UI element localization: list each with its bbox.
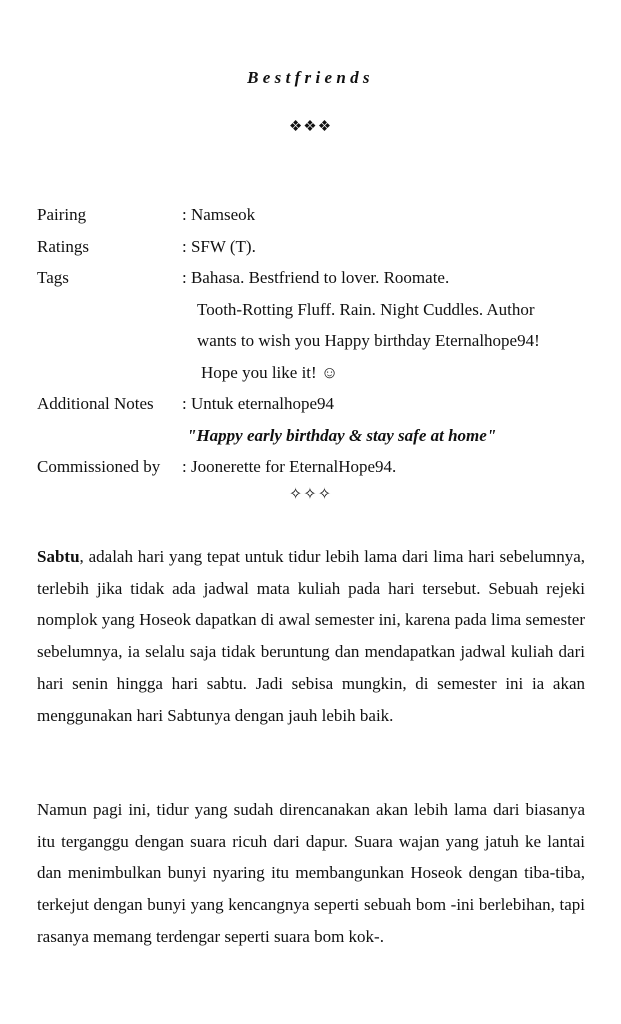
commissioned-label: Commissioned by bbox=[37, 457, 161, 476]
ornament-divider-mid: ✧✧✧ bbox=[288, 486, 333, 503]
commissioned-value: : Joonerette for EternalHope94. bbox=[182, 457, 397, 476]
story-metadata bbox=[37, 199, 597, 483]
ratings-value: : SFW (T). bbox=[182, 236, 256, 256]
tags-value-line-4: Hope you like it! ☺ bbox=[201, 362, 339, 382]
story-paragraph-2: Namun pagi ini, tidur yang sudah direncanakan akan lebih lama dari biasanya itu terganggu dengan suara ricuh dari dapur. Suara wajan yang jatuh ke lantai dan menimbulkan bunyi nyaring itu membangunkan Hoseok dengan tiba-tiba, terkejut dengan bunyi yang kencangnya seperti sebuah bom -ini berlebihan, tapi rasanya memang terdengar seperti suara bom kok-. bbox=[37, 800, 585, 946]
tags-value-line-3: wants to wish you Happy birthday Eternalhope94! bbox=[197, 331, 540, 350]
pairing-value: : Namseok bbox=[182, 205, 256, 224]
paragraph-lead-word: Sabtu bbox=[37, 547, 80, 566]
meta-row-pairing bbox=[37, 199, 597, 231]
pairing-label: Pairing bbox=[37, 205, 87, 224]
notes-label: Additional Notes bbox=[37, 394, 154, 413]
meta-row-notes bbox=[37, 388, 597, 420]
notes-value: : Untuk eternalhope94 bbox=[182, 394, 335, 413]
meta-row-commissioned bbox=[37, 451, 597, 483]
meta-row-ratings bbox=[37, 231, 597, 263]
meta-row-tags bbox=[37, 262, 597, 294]
ratings-label: Ratings bbox=[37, 236, 89, 256]
tags-value: : Bahasa. Bestfriend to lover. Roomate. bbox=[182, 268, 450, 287]
tags-label: Tags bbox=[37, 268, 69, 287]
story-paragraph-1 bbox=[37, 541, 585, 731]
ornament-divider-top: ❖❖❖ bbox=[288, 119, 333, 135]
paragraph-1-text: , adalah hari yang tepat untuk tidur lebih lama dari lima hari sebelumnya, terlebih jika tidak ada jadwal mata kuliah pada hari tersebut. Sebuah rejeki nomplok yang Hoseok dapatkan di awal semester ini, karena pada lima semester sebelumnya, ia selalu saja tidak beruntung dan mendapatkan jadwal kuliah dari hari senin hingga hari sabtu. Jadi sebisa mungkin, di semester ini ia akan menggunakan hari Sabtunya dengan jauh lebih baik. bbox=[37, 547, 585, 725]
tags-value-line-2: Tooth-Rotting Fluff. Rain. Night Cuddles. Author bbox=[197, 299, 535, 319]
story-title: Bestfriends bbox=[247, 68, 374, 87]
notes-quote: "Happy early birthday & stay safe at home" bbox=[187, 425, 497, 445]
